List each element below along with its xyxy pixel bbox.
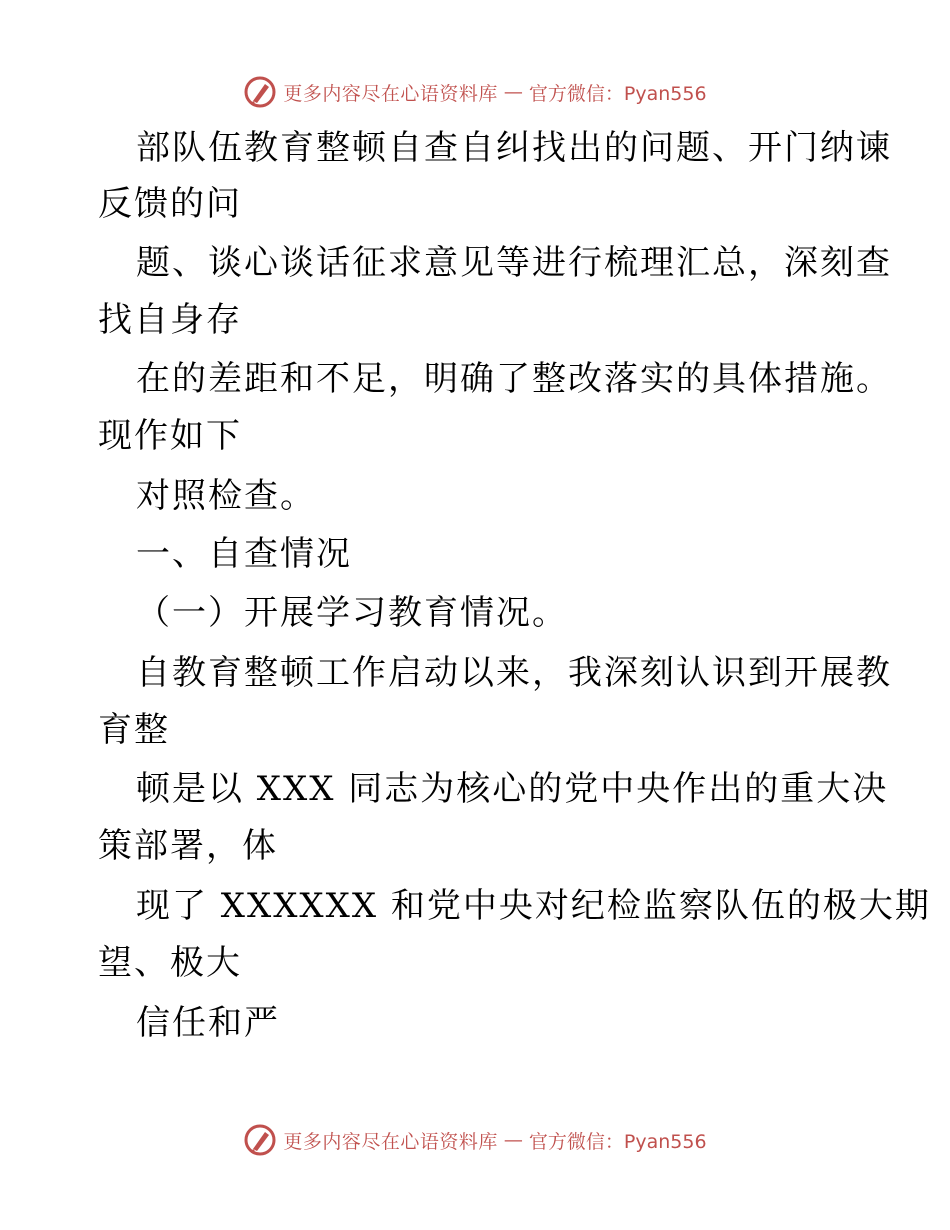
footer-banner-contact: 官方微信：Pyan556 xyxy=(528,1130,707,1153)
footer-banner xyxy=(0,1120,950,1160)
text-line: 反馈的问 xyxy=(98,184,242,224)
pen-logo-icon xyxy=(243,75,277,109)
section-heading: 一、自查情况 xyxy=(136,534,352,574)
text-line: 部队伍教育整顿自查自纠找出的问题、开门纳谏 xyxy=(136,128,892,168)
text-line: 信任和严 xyxy=(136,1003,280,1043)
text-line: 找自身存 xyxy=(98,300,242,340)
text-line: 望、极大 xyxy=(98,943,242,983)
text-line: 题、谈心谈话征求意见等进行梳理汇总，深刻查 xyxy=(136,243,892,283)
header-banner-contact: 官方微信：Pyan556 xyxy=(528,82,707,105)
header-banner xyxy=(0,72,950,112)
pen-logo-icon xyxy=(243,1123,277,1157)
text-line: 自教育整顿工作启动以来，我深刻认识到开展教 xyxy=(136,653,892,693)
header-banner-separator: — xyxy=(503,81,523,103)
text-line: 策部署，体 xyxy=(98,826,278,866)
text-line: 对照检查。 xyxy=(136,476,316,516)
text-line: 现了 XXXXXX 和党中央对纪检监察队伍的极大期 xyxy=(136,886,931,926)
text-line: 现作如下 xyxy=(98,416,242,456)
text-line: 在的差距和不足，明确了整改落实的具体措施。 xyxy=(136,359,892,399)
text-line: 顿是以 XXX 同志为核心的党中央作出的重大决 xyxy=(136,769,889,809)
footer-banner-text: 更多内容尽在心语资料库 xyxy=(283,1130,498,1153)
subsection-heading: （一）开展学习教育情况。 xyxy=(136,593,568,633)
footer-banner-separator: — xyxy=(503,1129,523,1151)
text-line: 育整 xyxy=(98,710,170,750)
header-banner-text: 更多内容尽在心语资料库 xyxy=(283,82,498,105)
